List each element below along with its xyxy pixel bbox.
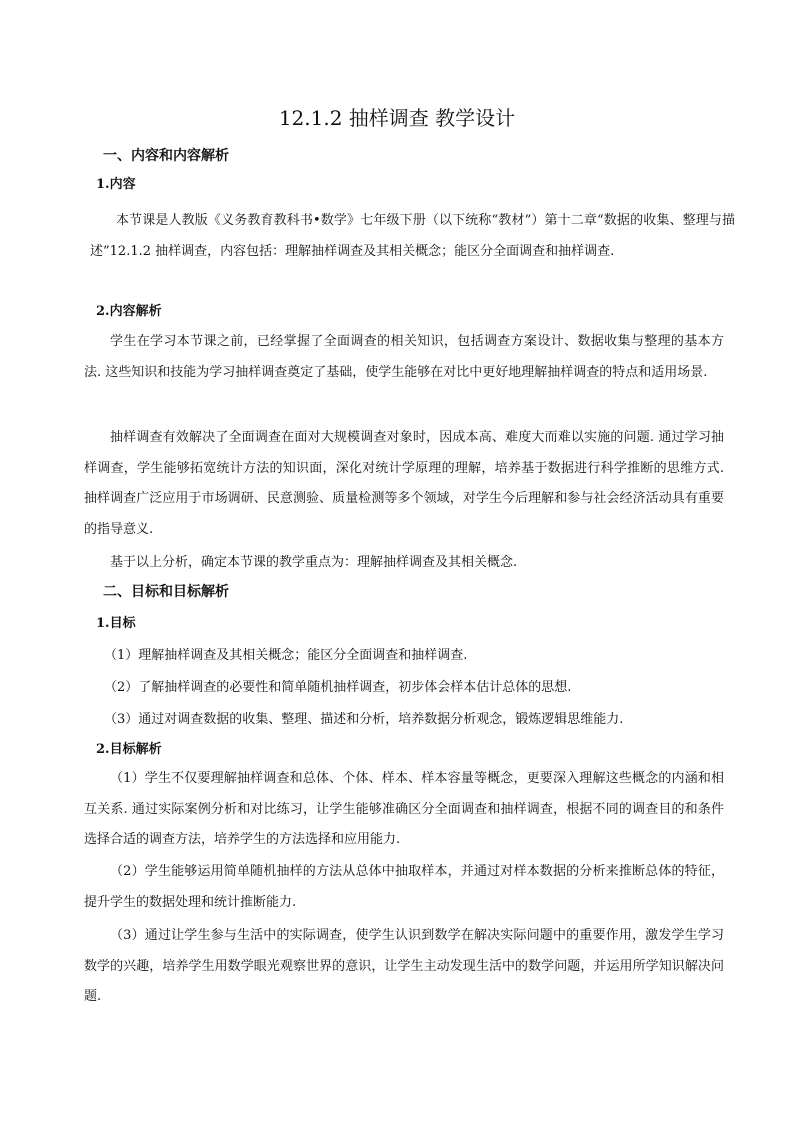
analysis-paragraph-1: 学生在学习本节课之前，已经掌握了全面调查的相关知识，包括调查方案设计、数据收集与整理的基本方法. 这些知识和技能为学习抽样调查奠定了基础，使学生能够在对比中更好地理解抽样调查的特点和适用场景. (84, 334, 724, 380)
analysis-paragraph-3: 基于以上分析，确定本节课的教学重点为：理解抽样调查及其相关概念. (110, 555, 518, 570)
subheading-content: 1.内容 (96, 177, 136, 192)
goal-analysis-paragraph-3: （3）通过让学生参与生活中的实际调查，使学生认识到数学在解决实际问题中的重要作用，激发学生学习数学的兴趣，培养学生用数学眼光观察世界的意识，让学生主动发现生活中的数学问题，并运用所学知识解决问题. (84, 928, 724, 1004)
subheading-goal-analysis: 2.目标解析 (96, 742, 162, 757)
goal-item-2: （2）了解抽样调查的必要性和简单随机抽样调查，初步体会样本估计总体的思想. (104, 680, 572, 695)
subheading-goals: 1.目标 (96, 616, 136, 631)
page-title: 12.1.2 抽样调查 教学设计 (278, 106, 516, 130)
goal-item-3: （3）通过对调查数据的收集、整理、描述和分析，培养数据分析观念，锻炼逻辑思维能力. (104, 712, 624, 727)
subheading-content-analysis: 2.内容解析 (96, 304, 162, 319)
goal-analysis-paragraph-1: （1）学生不仅要理解抽样调查和总体、个体、样本、样本容量等概念，更要深入理解这些概念的内涵和相互关系. 通过实际案例分析和对比练习，让学生能够准确区分全面调查和抽样调查，根据不同的调查目的和条件选择合适的调查方法，培养学生的方法选择和应用能力. (84, 771, 724, 847)
content-paragraph: 本节课是人教版《义务教育教科书•数学》七年级下册（以下统称“教材”）第十二章“数据的收集、整理与描述”12.1.2 抽样调查，内容包括：理解抽样调查及其相关概念；能区分全面调查和抽样调查. (90, 213, 735, 259)
section-heading-goals: 二、目标和目标解析 (103, 584, 229, 600)
analysis-paragraph-2: 抽样调查有效解决了全面调查在面对大规模调查对象时，因成本高、难度大而难以实施的问题. 通过学习抽样调查，学生能够拓宽统计方法的知识面，深化对统计学原理的理解，培养基于数据进行科学推断的思维方式. 抽样调查广泛应用于市场调研、民意测验、质量检测等多个领域，对学生今后理解和参与社会经济活动具有重要的指导意义. (84, 430, 724, 537)
section-heading-content: 一、内容和内容解析 (103, 148, 229, 164)
goal-analysis-paragraph-2: （2）学生能够运用简单随机抽样的方法从总体中抽取样本，并通过对样本数据的分析来推断总体的特征，提升学生的数据处理和统计推断能力. (84, 864, 724, 910)
goal-item-1: （1）理解抽样调查及其相关概念；能区分全面调查和抽样调查. (104, 648, 468, 663)
